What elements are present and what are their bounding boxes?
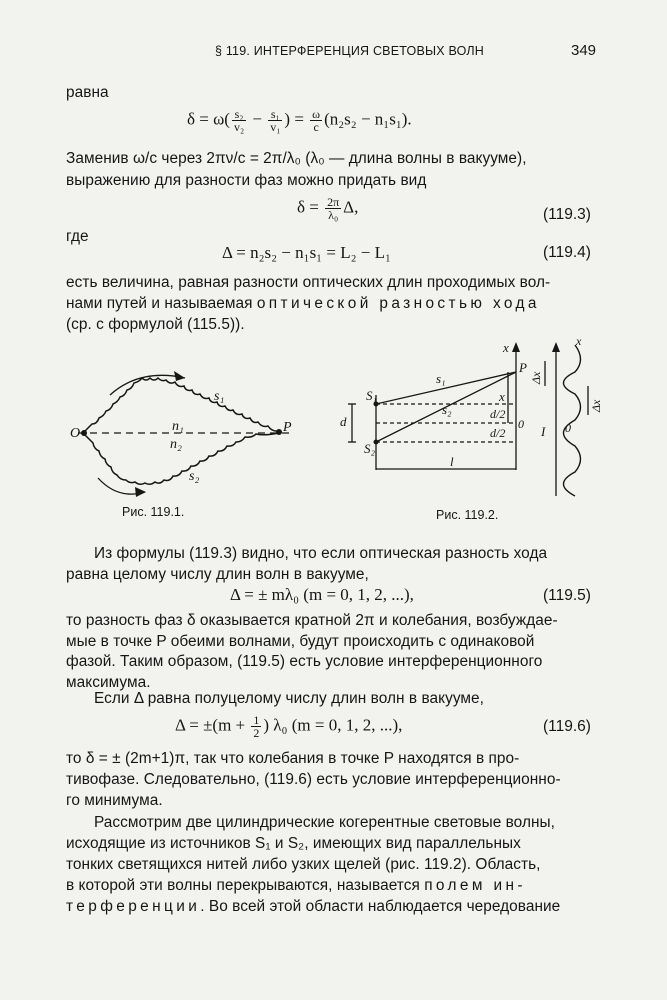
label-x-axis: x (503, 340, 509, 355)
text-line: го минимума. (66, 792, 163, 809)
label-s1: s₁ (214, 389, 225, 404)
page-number: 349 (571, 42, 597, 59)
label-S2: S₂ (364, 441, 376, 456)
label-zero-2: 0 (565, 421, 571, 435)
eq-part: (n₂s₂ − n₁s₁). (324, 109, 412, 129)
fraction-den: v₁ (270, 120, 281, 134)
text-line: Заменив ω/c через 2πν/c = 2π/λ₀ (λ₀ — длина волны в вакууме), (66, 150, 527, 167)
text-line: равна целому числу длин волн в вакууме, (66, 566, 369, 583)
label-dx-1: Δx (529, 371, 543, 384)
text-line: Рассмотрим две цилиндрические когерентные световые волны, (94, 814, 555, 831)
text-line: тонких светящихся нитей либо узких щелей (рис. 119.2). Область, (66, 856, 541, 873)
eq-part: Δ, (343, 197, 359, 217)
label-P: P (519, 360, 527, 375)
equation-number: (119.3) (543, 206, 591, 223)
eq-part: ) = (284, 109, 309, 129)
text-line: равна (66, 84, 109, 101)
label-x-top: x (576, 334, 582, 348)
label-x: x (499, 389, 505, 404)
equation-number: (119.4) (543, 244, 591, 261)
text-run: . Во всей этой области наблюдается чередование (200, 898, 561, 915)
fraction-num: s₂ (232, 108, 246, 121)
label-s1: s₁ (436, 371, 446, 386)
arrowhead-x (512, 342, 520, 352)
running-header: § 119. ИНТЕРФЕРЕНЦИЯ СВЕТОВЫХ ВОЛН (215, 44, 485, 58)
label-s2: s₂ (189, 469, 200, 484)
fraction (251, 714, 261, 739)
fraction-den: 2 (253, 726, 260, 740)
emphasized-term: терференции (66, 898, 201, 915)
text-line: то δ = ± (2m+1)π, так что колебания в точке P находятся в про- (66, 750, 520, 767)
eq-part: − (248, 109, 267, 129)
ray-s1 (376, 372, 516, 404)
equation-number: (119.5) (543, 587, 591, 604)
text-line: исходящие из источников S₁ и S₂, имеющих вид параллельных (66, 835, 521, 852)
eq-part: δ = (297, 197, 324, 217)
text-line: то разность фаз δ оказывается кратной 2π и колебания, возбуждае- (66, 612, 558, 629)
text-line (66, 898, 560, 916)
text-line: фазой. Таким образом, (119.5) есть условие интерференционного (66, 653, 543, 670)
fraction-num: ω (312, 107, 321, 121)
text-run: в которой эти волны перекрываются, называется (66, 877, 425, 894)
label-I: I (541, 424, 546, 439)
equation-119-4: Δ = n₂s₂ − n₁s₁ = L₂ − L₁ (222, 243, 391, 262)
equation-119-5: Δ = ± mλ₀ (m = 0, 1, 2, ...), (230, 585, 414, 604)
equation-number: (119.6) (543, 718, 591, 735)
fraction-den: v₂ (233, 120, 245, 134)
text-line: где (66, 228, 89, 245)
label-d: d (340, 414, 347, 429)
text-line: Если Δ равна полуцелому числу длин волн в вакууме, (94, 690, 484, 707)
equation-119-6 (175, 714, 402, 739)
text-line: выражению для разности фаз можно придать вид (66, 172, 427, 189)
eq-part: δ = ω( (187, 109, 230, 129)
label-O: O (70, 426, 81, 441)
emphasized-term: полем ин- (424, 877, 526, 894)
label-S1: S₁ (366, 388, 378, 403)
text-line: есть величина, равная разности оптических длин проходимых вол- (66, 274, 551, 291)
text-run: нами путей и называемая (66, 295, 257, 312)
emphasized-term: оптической разностью хода (256, 295, 540, 312)
figure-caption: Рис. 119.2. (436, 508, 499, 522)
label-l: l (450, 454, 454, 469)
label-d-half-bot: d/2 (490, 426, 506, 440)
eq-part: ) λ₀ (m = 0, 1, 2, ...), (263, 715, 403, 735)
text-line: тивофазе. Следовательно, (119.6) есть условие интерференционно- (66, 771, 561, 788)
fraction-num: s₁ (268, 108, 282, 121)
label-d-half-top: d/2 (490, 407, 506, 421)
text-line: мые в точке P обеими волнами, будут происходить с одинаковой (66, 633, 535, 650)
label-P: P (283, 420, 292, 435)
eq-part: Δ = ±(m + (175, 715, 250, 735)
fraction-den: c (313, 120, 319, 134)
arrowhead-wave (552, 342, 560, 352)
label-zero: 0 (518, 417, 524, 431)
label-n1: n₁ (172, 419, 184, 434)
text-line: (ср. с формулой (115.5)). (66, 316, 245, 333)
label-n2: n₂ (170, 437, 182, 452)
fraction-num: 2π (327, 195, 340, 209)
fraction-num: 1 (253, 713, 260, 727)
fraction-den: λ₀ (328, 208, 339, 222)
label-dx-2: Δx (589, 399, 603, 412)
text-line (66, 877, 526, 895)
text-line: Из формулы (119.3) видно, что если оптическая разность хода (94, 545, 548, 562)
figure-caption: Рис. 119.1. (122, 505, 185, 519)
text-line: максимума. (66, 674, 151, 691)
label-s2: s₂ (442, 402, 452, 417)
